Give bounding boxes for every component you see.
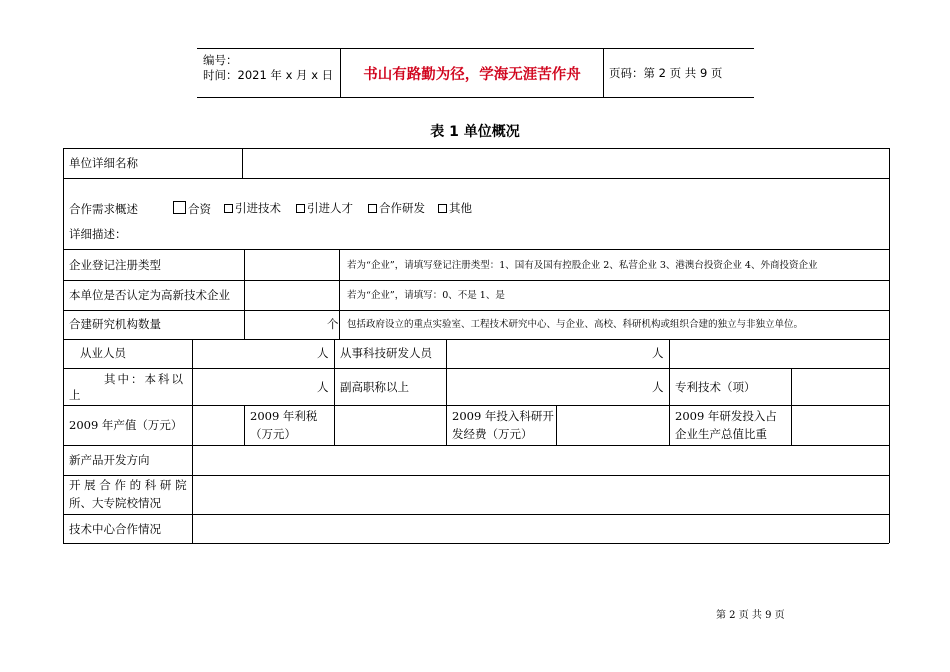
patents-field[interactable] [793,370,888,404]
table-right-border [889,148,890,543]
bachelor-above-field[interactable] [194,370,333,404]
new-product-field[interactable] [194,447,888,474]
row-border [63,475,889,476]
rd-ratio-label-cont: 企业生产总值比重 [675,427,767,441]
option-import-talent[interactable] [296,201,353,216]
row-border [63,445,889,446]
document-number-label: 编号： [203,53,238,67]
header-motto: 书山有路勤为径，学海无涯苦作舟 [340,49,604,97]
cell-divider [669,339,670,445]
profit-tax-label-unit: （万元） [250,427,296,441]
senior-title-label: 副高职称以上 [340,380,409,394]
option-label: 合资 [188,202,211,216]
bachelor-above-unit: 人 [317,380,329,394]
document-time-label: 时间：2021 年 x 月 x 日 [203,68,334,82]
cell-divider [242,148,243,178]
cell-divider [791,368,792,445]
option-label: 引进技术 [235,201,281,215]
header-left-cell [197,49,340,97]
employees-field[interactable] [194,341,333,367]
high-tech-note: 若为“企业”，请填写：0、不是 1、是 [347,290,505,301]
row-border [63,310,889,311]
cell-divider [556,405,557,445]
research-unit: 个 [327,317,339,331]
checkbox-icon[interactable] [173,201,186,214]
patents-label: 专利技术（项） [675,380,756,394]
research-institutions-field[interactable] [246,312,338,338]
rd-staff-field[interactable] [448,341,668,367]
cell-divider [446,339,447,445]
research-institutions-label: 合建研究机构数量 [69,317,161,331]
rd-funding-label: 2009 年投入科研开 [452,409,554,423]
checkbox-icon[interactable] [438,204,447,213]
bachelor-above-label-cont: 上 [69,388,81,402]
row-border [63,148,889,149]
partner-institutions-field[interactable] [194,477,888,513]
rd-funding-label-cont: 发经费（万元） [452,427,533,441]
cell-divider [334,339,335,445]
employees-label: 从业人员 [80,346,126,360]
registration-type-field[interactable] [246,251,338,279]
new-product-label: 新产品开发方向 [69,453,150,467]
option-other[interactable] [438,201,472,216]
detail-description-label: 详细描述： [69,227,127,241]
page-footer: 第 2 页 共 9 页 [716,610,785,621]
row-border [63,249,889,250]
bachelor-above-label: 其中：本科以 [104,372,185,386]
profit-tax-label: 2009 年利税 [250,409,318,423]
unit-name-field[interactable] [244,150,888,177]
option-joint-venture[interactable] [173,201,211,217]
option-joint-rd[interactable] [368,201,425,216]
option-label: 其他 [449,201,472,215]
row-border [63,280,889,281]
registration-type-label: 企业登记注册类型 [69,258,161,272]
row-border [63,514,889,515]
senior-title-field[interactable] [448,370,668,404]
cell-divider [192,339,193,543]
checkbox-icon[interactable] [296,204,305,213]
unit-name-label: 单位详细名称 [69,156,138,170]
output-value-label: 2009 年产值（万元） [69,418,183,432]
table-title: 表 1 单位概况 [430,124,520,140]
checkbox-icon[interactable] [368,204,377,213]
rd-staff-label: 从事科技研发人员 [340,346,432,360]
profit-tax-field[interactable] [336,407,445,444]
partner-institutions-label-cont: 所、大专院校情况 [69,496,161,510]
high-tech-label: 本单位是否认定为高新技术企业 [69,288,230,302]
employees-unit: 人 [317,346,329,360]
option-import-technology[interactable] [224,201,281,216]
rd-ratio-field[interactable] [793,407,888,444]
option-label: 引进人才 [307,201,353,215]
page-header [197,48,754,98]
rd-funding-field[interactable] [558,407,668,444]
partner-institutions-label: 开 展 合 作 的 科 研 院 [69,478,187,492]
tech-center-field[interactable] [194,516,888,542]
senior-title-unit: 人 [652,380,664,394]
row-border [63,178,889,179]
table-left-border [63,148,64,543]
registration-type-note: 若为“企业”，请填写登记注册类型：1、国有及国有控股企业 2、私营企业 3、港澳台投资企业 4、外商投资企业 [347,260,818,271]
research-institutions-note: 包括政府设立的重点实验室、工程技术研究中心、与企业、高校、科研机构或组织合建的独立与非独立单位。 [347,319,804,330]
cell-divider [244,405,245,445]
rd-ratio-label: 2009 年研发投入占 [675,409,777,423]
header-page-label: 页码：第 2 页 共 9 页 [609,66,723,80]
row-border [63,339,889,340]
rd-staff-unit: 人 [652,346,664,360]
cell-divider [339,249,340,339]
coop-needs-label: 合作需求概述 [69,202,138,216]
row-border [63,368,889,369]
high-tech-field[interactable] [246,282,338,309]
output-value-field[interactable] [194,407,243,444]
checkbox-icon[interactable] [224,204,233,213]
option-label: 合作研发 [379,201,425,215]
row-border [63,405,889,406]
row-border [63,543,889,544]
cell-divider [244,249,245,339]
tech-center-label: 技术中心合作情况 [69,522,161,536]
